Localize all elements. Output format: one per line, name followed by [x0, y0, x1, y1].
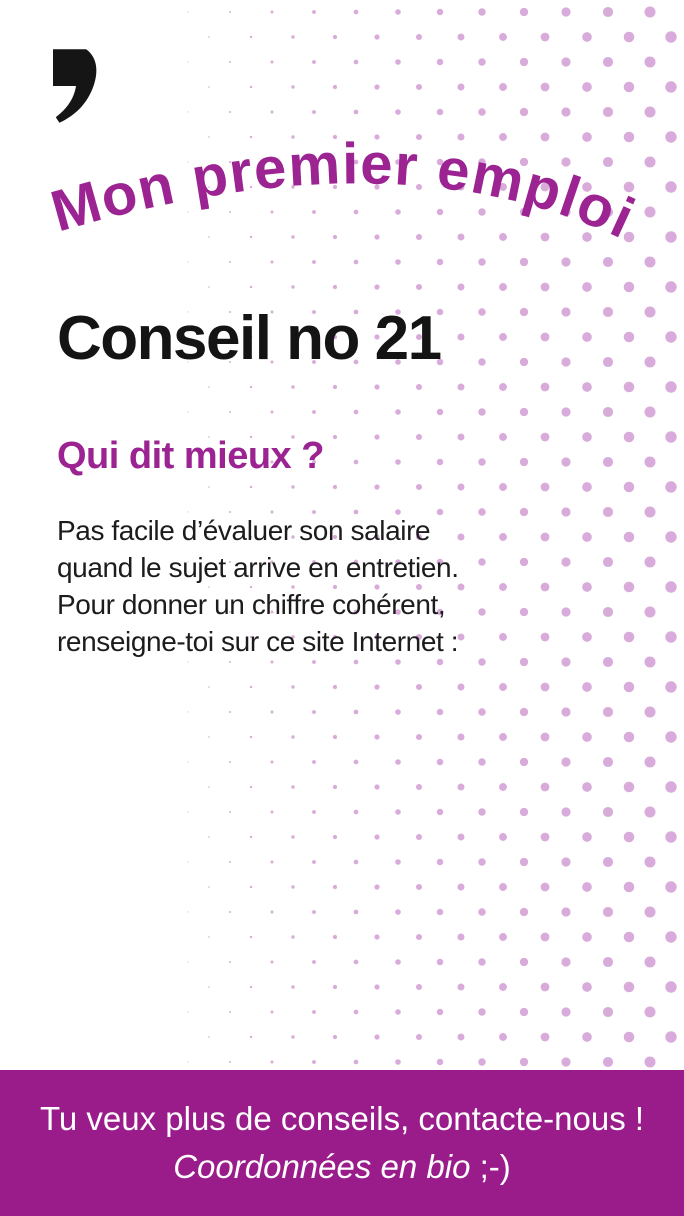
conseil-number-heading: Conseil no 21	[57, 304, 441, 373]
bio-note-emoticon: ;-)	[470, 1148, 511, 1185]
body-line-4: renseigne-toi sur ce site Internet :	[57, 626, 459, 657]
body-line-3: Pour donner un chiffre cohérent,	[57, 589, 446, 620]
svg-text:Mon premier emploi	[44, 131, 645, 251]
body-line-2: quand le sujet arrive en entretien.	[57, 552, 459, 583]
arched-title	[0, 0, 684, 310]
bio-note-italic: Coordonnées en bio	[173, 1148, 471, 1185]
body-text	[57, 512, 459, 660]
question-subheading: Qui dit mieux ?	[57, 435, 324, 477]
arched-title-text: Mon premier emploi	[44, 131, 645, 252]
footer-banner	[0, 1070, 684, 1216]
body-line-1: Pas facile d’évaluer son salaire	[57, 515, 431, 546]
cta-text: Tu veux plus de conseils, contacte-nous !	[39, 1100, 645, 1137]
bio-note	[173, 1148, 511, 1186]
